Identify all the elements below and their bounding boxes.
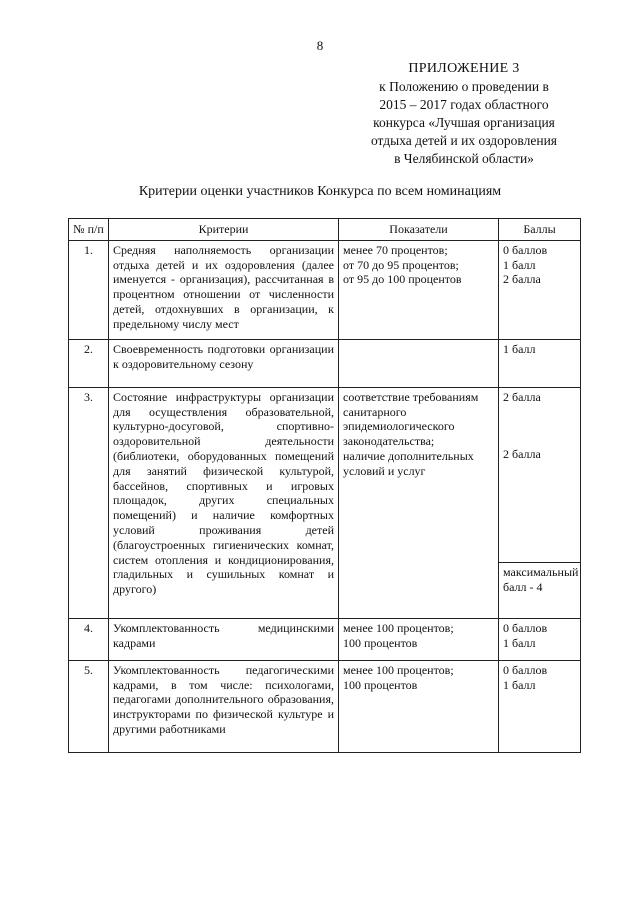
- indicator: менее 70 процентов;: [343, 242, 448, 257]
- table-header-row: [69, 219, 581, 241]
- row-number: 1.: [69, 240, 109, 339]
- indicator: от 95 до 100 процентов: [343, 272, 462, 287]
- table-row: [69, 387, 581, 562]
- row-indicators: [339, 387, 499, 618]
- indicator: соответствие требованиям санитарного эпидемиологического законодательства;: [343, 389, 479, 449]
- row-indicators: [339, 240, 499, 339]
- points-value: 1 балл: [503, 635, 536, 650]
- header-num: № п/п: [69, 219, 109, 241]
- table-row: [69, 339, 581, 387]
- row-points: [499, 660, 581, 752]
- row-indicators: [339, 339, 499, 387]
- header-criteria: Критерии: [109, 219, 339, 241]
- indicator: менее 100 процентов;: [343, 620, 454, 635]
- row-criteria: Средняя наполняемость организации отдыха детей и их оздоровления (далее именуется - организация), рассчитанная в процентном отношении от численности детей, отдохнувших в организации, к предельному числу мест: [109, 240, 339, 339]
- max-points: максимальный балл - 4: [499, 562, 581, 618]
- points-value: 2 балла: [503, 389, 541, 404]
- appendix-line: к Положению о проведении в: [379, 79, 549, 94]
- appendix-line: конкурса «Лучшая организация: [373, 115, 555, 130]
- row-indicators: [339, 660, 499, 752]
- appendix-line: отдыха детей и их оздоровления: [370, 133, 557, 148]
- row-criteria: Состояние инфраструктуры организации для осуществления образовательной, культурно-досуговой, спортивно-оздоровительной деятельности (библиотеки, оборудованных помещений для занятий физической культурой, бассейнов, спортивных и игровых площадок, других специальных помещений) и наличие комфортных условий проживания детей (благоустроенных гигиенических комнат, систем отопления и кондиционирования, гладильных и сушильных комнат и другого): [109, 387, 339, 618]
- row-points: [499, 339, 581, 387]
- points-value: 1 балл: [503, 257, 536, 272]
- header-points: Баллы: [499, 219, 581, 241]
- indicator: 100 процентов: [343, 635, 418, 650]
- row-number: 4.: [69, 618, 109, 660]
- appendix-line: в Челябинской области»: [394, 151, 534, 166]
- points-value: 1 балл: [503, 341, 536, 356]
- appendix-title: ПРИЛОЖЕНИЕ 3: [408, 61, 520, 76]
- header-indicators: Показатели: [339, 219, 499, 241]
- indicator: 100 процентов: [343, 677, 418, 692]
- row-points: [499, 387, 581, 562]
- row-indicators: [339, 618, 499, 660]
- row-criteria: Своевременность подготовки организации к оздоровительному сезону: [109, 339, 339, 387]
- row-number: 2.: [69, 339, 109, 387]
- row-points: [499, 240, 581, 339]
- row-number: 3.: [69, 387, 109, 618]
- document-title: Критерии оценки участников Конкурса по всем номинациям: [138, 184, 502, 199]
- table-row: [69, 240, 581, 339]
- points-value: 0 баллов: [503, 620, 548, 635]
- row-number: 5.: [69, 660, 109, 752]
- page-number: 8: [316, 38, 324, 53]
- points-value: 2 балла: [503, 272, 541, 287]
- table-row: [69, 660, 581, 752]
- points-value: 1 балл: [503, 677, 536, 692]
- appendix-header: [344, 60, 584, 168]
- appendix-line: 2015 – 2017 годах областного: [379, 97, 549, 112]
- indicator: от 70 до 95 процентов;: [343, 257, 459, 272]
- row-points: [499, 618, 581, 660]
- indicator: наличие дополнительных условий и услуг: [343, 448, 474, 478]
- table-row: [69, 618, 581, 660]
- points-value: 2 балла: [503, 446, 541, 461]
- points-value: 0 баллов: [503, 662, 548, 677]
- criteria-table: [68, 218, 581, 753]
- points-value: 0 баллов: [503, 242, 548, 257]
- row-criteria: Укомплектованность педагогическими кадрами, в том числе: психологами, педагогами дополнительного образования, инструкторами по физической культуре и другими работниками: [109, 660, 339, 752]
- indicator: менее 100 процентов;: [343, 662, 454, 677]
- row-criteria: Укомплектованность медицинскими кадрами: [109, 618, 339, 660]
